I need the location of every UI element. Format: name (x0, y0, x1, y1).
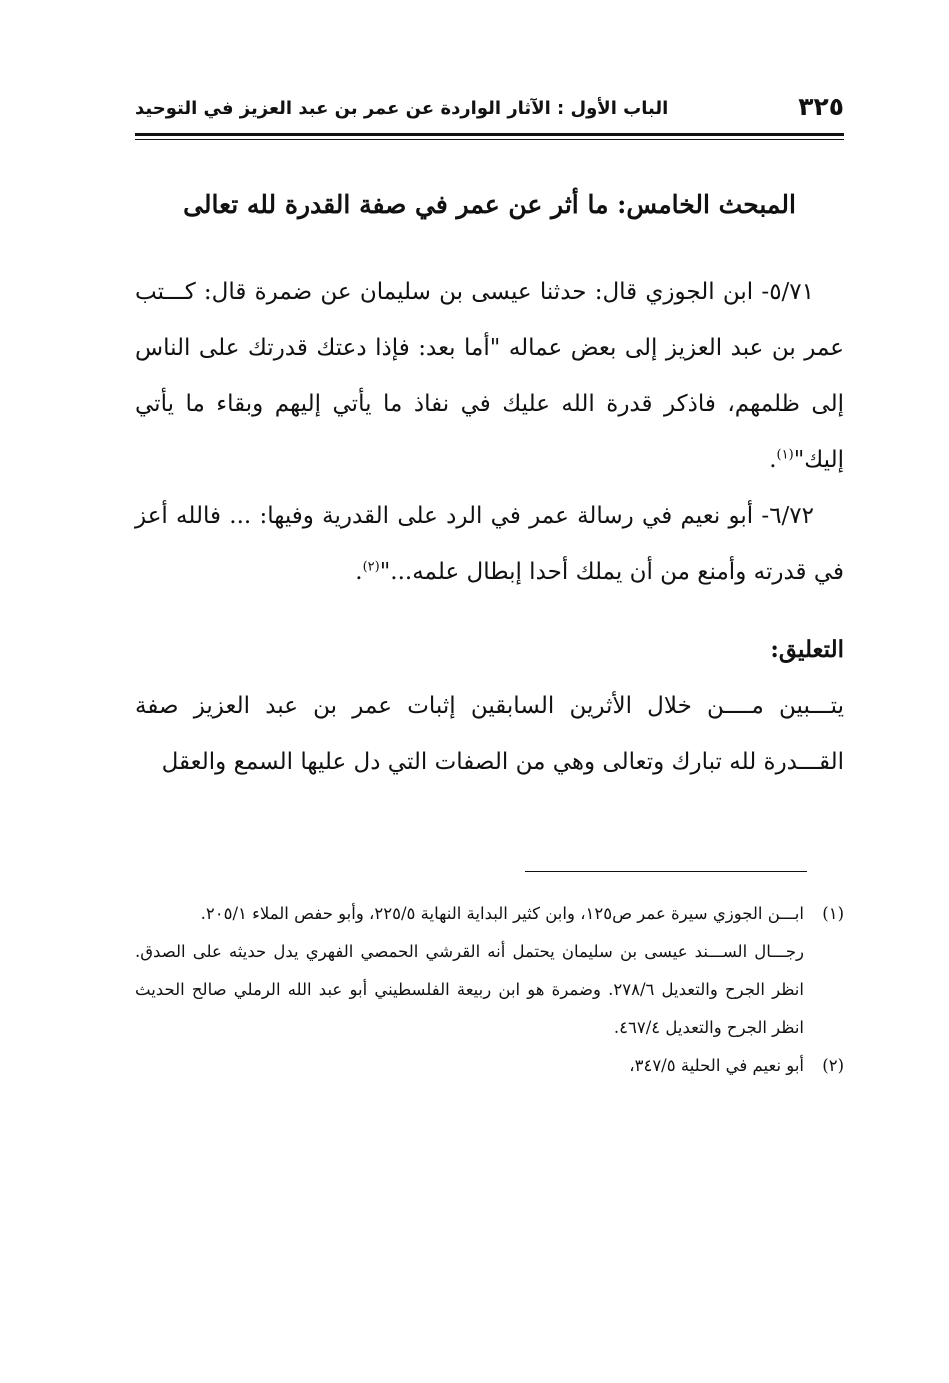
commentary-label: التعليق: (770, 636, 844, 663)
footnote-ref-2: (٢) (362, 559, 380, 575)
footnote-mark: (٢) (822, 1056, 844, 1075)
narration-71 (135, 264, 844, 488)
footnote-text: أبو نعيم في الحلية ٣٤٧/٥، (629, 1056, 804, 1075)
footnote-2 (135, 1047, 844, 1085)
footnote-ref-1: (١) (776, 447, 794, 463)
commentary-body: يتـــبين مــــن خلال الأثرين السابقين إثبات عمر بن عبد العزيز صفة القـــدرة لله تبارك وتعالى وهي من الصفات التي دل عليها السمع والعقل (135, 693, 844, 775)
footnote-mark: (١) (822, 904, 844, 923)
footnote-1-continuation: رجـــال الســـند عيسى بن سليمان يحتمل أنه القرشي الحمصي الفهري يدل حديثه على الصدق. انظر الجرح والتعديل ٢٧٨/٦. وضمرة هو ابن ربيعة الفلسطيني أبو عبد الله الرملي صالح الحديث انظر الجرح والتعديل ٤٦٧/٤. (135, 942, 804, 1037)
narration-text: ٦/٧٢- أبو نعيم في رسالة عمر في الرد على القدرية وفيها: ... فالله أعز في قدرته وأمنع من أن يملك أحدا إبطال علمه..." (135, 503, 844, 585)
narration-end: . (355, 559, 363, 585)
header-rule-thick (135, 133, 844, 136)
chapter-title: الباب الأول : الآثار الواردة عن عمر بن عبد العزيز في التوحيد (135, 98, 669, 119)
narration-end: . (769, 447, 777, 473)
running-header (135, 92, 844, 126)
narration-text: ٥/٧١- ابن الجوزي قال: حدثنا عيسى بن سليمان عن ضمرة قال: كـــتب عمر بن عبد العزيز إلى بعض عماله "أما بعد: فإذا دعتك قدرتك على الناس إلى ظلمهم، فاذكر قدرة الله عليك في نفاذ ما يأتي إليهم وبقاء ما يأتي إليك" (135, 279, 844, 473)
page-number: ٣٢٥ (798, 92, 844, 121)
footnote-text: ابـــن الجوزي سيرة عمر ص١٢٥، وابن كثير البداية النهاية ٢٢٥/٥، وأبو حفص الملاء ٢٠٥/١. (200, 904, 804, 923)
commentary-text (135, 678, 844, 790)
section-heading: المبحث الخامس: ما أثر عن عمر في صفة القدرة لله تعالى (183, 190, 796, 219)
footnote-separator (525, 871, 807, 872)
footnotes (135, 895, 844, 1085)
narration-72 (135, 488, 844, 600)
header-rule-thin (135, 139, 844, 140)
footnote-1 (135, 895, 844, 933)
